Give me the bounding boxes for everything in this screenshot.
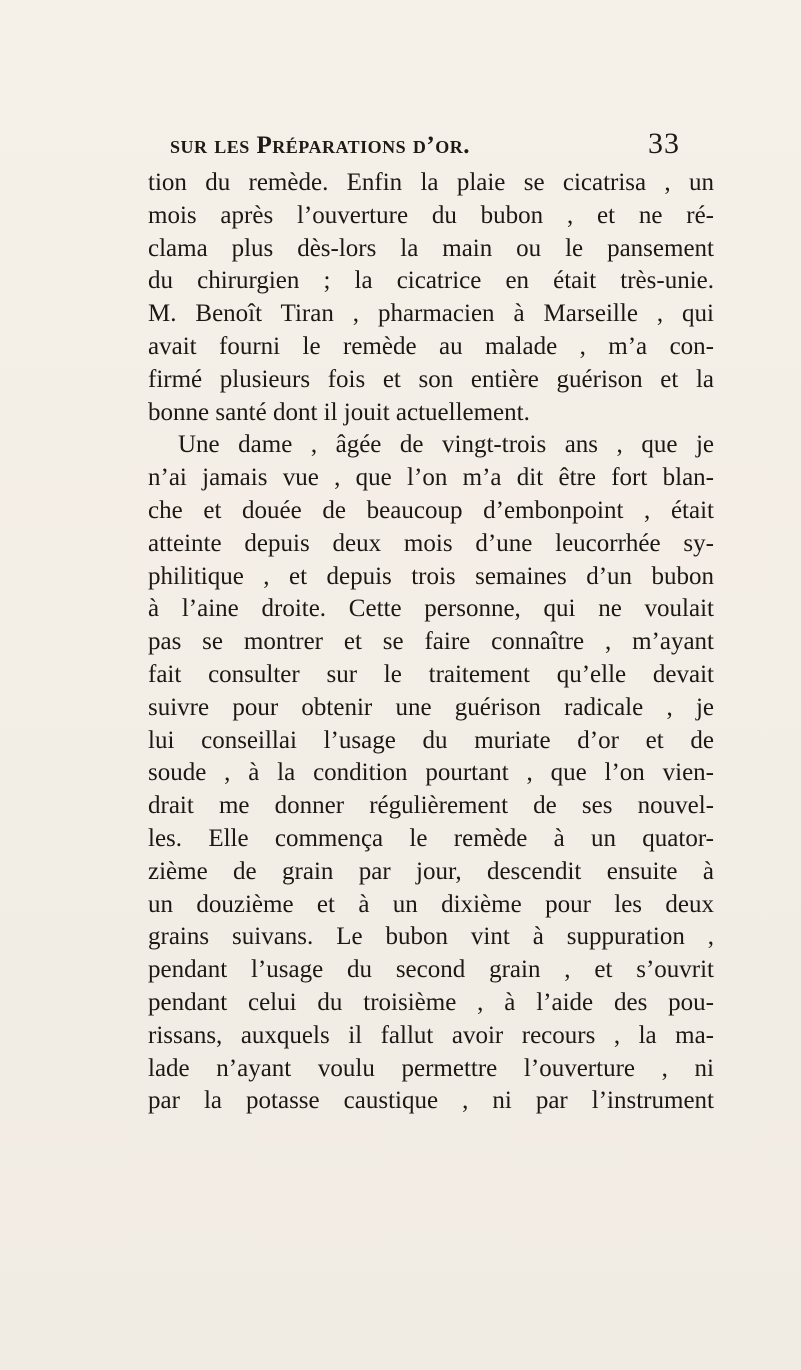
page-header [160,122,680,162]
text-line: avait fourni le remède au malade , m’a con- [148,332,714,360]
text-line: che et douée de beaucoup d’embonpoint , était [148,496,714,524]
text-line: firmé plusieurs fois et son entière guérison et la [148,365,714,393]
text-line: grains suivans. Le bubon vint à suppuration , [148,923,714,951]
text-line: lade n’ayant voulu permettre l’ouverture , ni [148,1054,714,1082]
text-line: fait consulter sur le traitement qu’elle devait [148,660,714,688]
text-line: n’ai jamais vue , que l’on m’a dit être fort blan- [148,464,714,492]
text-line: lui conseillai l’usage du muriate d’or et de [148,726,714,754]
text-line: Une dame , âgée de vingt-trois ans , que je [178,431,714,459]
text-line: pendant l’usage du second grain , et s’ouvrit [148,956,714,984]
text-line: atteinte depuis deux mois d’une leucorrhée sy- [148,529,714,557]
text-line: M. Benoît Tiran , pharmacien à Marseille , qui [148,300,714,328]
text-line: soude , à la condition pourtant , que l’on vien- [148,759,714,787]
text-line: clama plus dès-lors la main ou le pansement [148,234,714,262]
text-line: philitique , et depuis trois semaines d’un bubon [148,562,714,590]
text-line: par la potasse caustique , ni par l’instrument [148,1087,714,1115]
text-line: pendant celui du troisième , à l’aide des pou- [148,988,714,1016]
text-line: pas se montrer et se faire connaître , m’ayant [148,628,714,656]
text-line: tion du remède. Enfin la plaie se cicatrisa , un [148,169,714,196]
page-number: 33 [648,127,680,160]
text-line: du chirurgien ; la cicatrice en était très-unie. [148,267,714,295]
text-line: zième de grain par jour, descendit ensuite à [148,857,714,885]
text-line: mois après l’ouverture du bubon , et ne ré- [148,201,714,229]
text-line: bonne santé dont il jouit actuellement. [148,398,530,426]
body-text [148,167,714,1118]
running-title: sur les Préparations d’or. [170,132,470,159]
text-line: à l’aine droite. Cette personne, qui ne voulait [148,595,714,623]
text-line: un douzième et à un dixième pour les deux [148,890,714,918]
text-line: les. Elle commença le remède à un quator- [148,824,714,852]
text-line: drait me donner régulièrement de ses nouvel- [148,792,714,820]
text-line: rissans, auxquels il fallut avoir recours , la ma- [148,1021,714,1049]
text-line: suivre pour obtenir une guérison radicale , je [148,693,714,721]
